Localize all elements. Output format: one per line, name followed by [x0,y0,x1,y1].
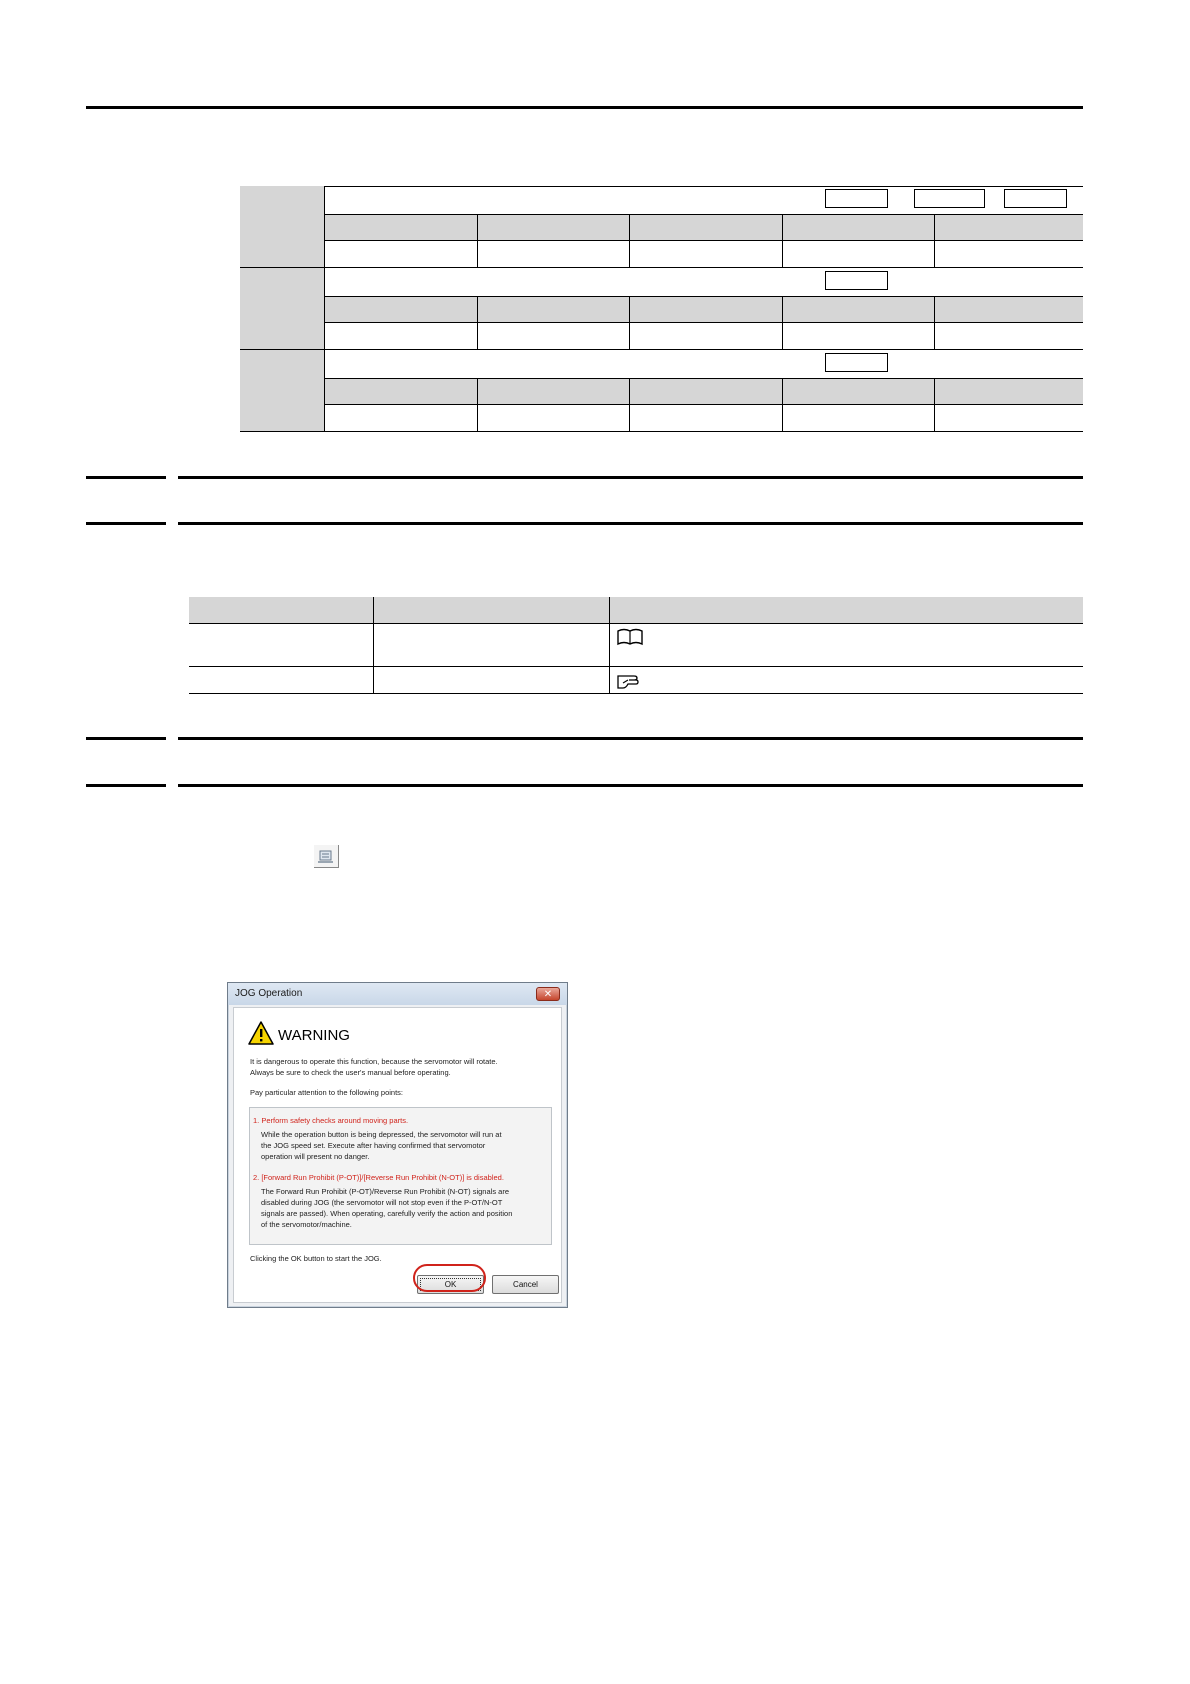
param-tag-box [1004,189,1067,208]
page-header-rule [86,106,1083,109]
param-group-label-3 [240,350,324,431]
table-line [629,296,630,349]
table-line [240,349,1083,350]
param-tag-box [825,189,888,208]
point2-line: The Forward Run Prohibit (P-OT)/Reverse Run Prohibit (N-OT) signals are [261,1187,509,1196]
section-rule-right [178,737,1083,740]
table-line [189,693,1083,694]
param-tag-box [825,271,888,290]
section-rule-right [178,522,1083,525]
table-line [324,404,1083,405]
section-rule-right [178,476,1083,479]
reference-table-header [189,597,1083,623]
footer-text: Clicking the OK button to start the JOG. [250,1254,382,1263]
table-line [324,296,1083,297]
warning-points-box [249,1107,552,1245]
section-rule-right [178,784,1083,787]
point1-line: While the operation button is being depressed, the servomotor will run at [261,1130,502,1139]
point2-heading: 2. [Forward Run Prohibit (P-OT)]/[Reverse Run Prohibit (N-OT)] is disabled. [253,1173,504,1182]
param-header-row-2 [325,296,1083,322]
table-line [240,431,1083,432]
jog-operation-dialog [227,982,568,1308]
table-line [324,214,1083,215]
point1-line: the JOG speed set. Execute after having confirmed that servomotor [261,1141,486,1150]
intro-line-2: Always be sure to check the user's manual before operating. [250,1068,451,1077]
close-button[interactable]: ✕ [536,987,560,1001]
warning-heading: WARNING [278,1027,350,1044]
ok-highlight-ring [413,1264,486,1292]
param-tag-box [914,189,985,208]
pointing-hand-icon [617,671,645,690]
point2-line: signals are passed). When operating, carefully verify the action and position [261,1209,513,1218]
param-group-label-2 [240,268,324,349]
section-rule-left [86,737,166,740]
table-line [189,623,1083,624]
ok-button-label: OK [444,1280,457,1289]
section-rule-left [86,522,166,525]
table-line [477,378,478,431]
param-header-row-3 [325,378,1083,404]
warning-triangle-icon [248,1021,274,1045]
table-line [934,378,935,431]
point2-line: disabled during JOG (the servomotor will not stop even if the P-OT/N-OT [261,1198,503,1207]
table-line [324,186,1083,187]
table-line [477,214,478,267]
table-line [782,214,783,267]
point2-line: of the servomotor/machine. [261,1220,352,1229]
section-rule-left [86,476,166,479]
table-line [629,214,630,267]
table-line [189,666,1083,667]
point1-line: operation will present no danger. [261,1152,370,1161]
table-line [609,597,610,693]
point1-heading: 1. Perform safety checks around moving parts. [253,1116,409,1125]
intro-line-1: It is dangerous to operate this function, because the servomotor will rotate. [250,1057,498,1066]
param-group-label-1 [240,186,324,267]
cancel-button[interactable]: Cancel [492,1275,559,1294]
table-line [934,296,935,349]
table-line [934,214,935,267]
dialog-title: JOG Operation [228,983,567,1005]
table-line [373,597,374,693]
table-line [324,378,1083,379]
table-line [782,296,783,349]
param-tag-box [825,353,888,372]
table-line [240,267,1083,268]
param-header-row-1 [325,214,1083,240]
jog-toolbar-icon[interactable] [314,845,339,868]
table-line [324,186,325,432]
table-line [324,322,1083,323]
table-line [782,378,783,431]
section-rule-left [86,784,166,787]
attention-line: Pay particular attention to the following points: [250,1088,404,1097]
table-line [324,240,1083,241]
table-line [477,296,478,349]
table-line [629,378,630,431]
book-icon [617,628,643,646]
